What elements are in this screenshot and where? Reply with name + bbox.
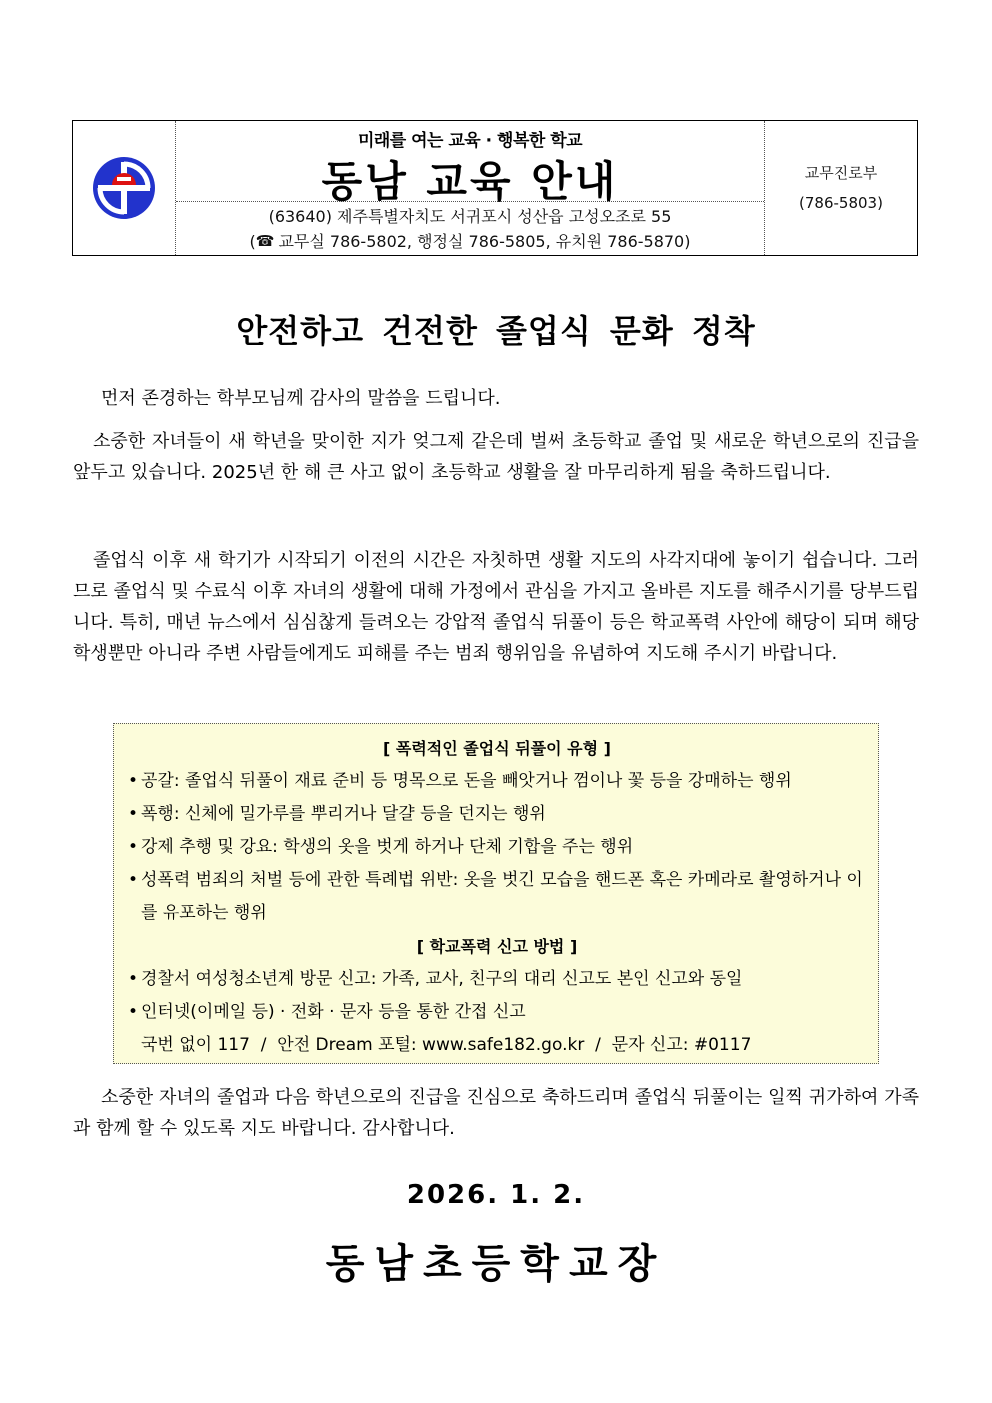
department-phone: (786-5803) — [799, 194, 883, 212]
logo-cell — [73, 121, 176, 255]
document-title: 안전하고 건전한 졸업식 문화 정착 — [236, 312, 756, 350]
bullet: • — [128, 969, 139, 989]
list-item-text: 공갈: 졸업식 뒤풀이 재료 준비 등 명목으로 돈을 빼앗거나 껌이나 꽃 등을 강매하는 행위 — [141, 771, 792, 791]
school-address: (63640) 제주특별자치도 서귀포시 성산읍 고성오조로 55 — [268, 206, 672, 226]
list-item — [128, 798, 866, 831]
list-item — [128, 765, 866, 798]
paragraph-congratulation: 소중한 자녀들이 새 학년을 맞이한 지가 엊그제 같은데 벌써 초등학교 졸업 및 새로운 학년으로의 진급을 앞두고 있습니다. 2025년 한 해 큰 사고 없이 초등학교 생활을 잘 마무리하게 됨을 축하드립니다. — [73, 431, 919, 483]
phone-row — [250, 229, 691, 254]
list-item-text: 인터넷(이메일 등) · 전화 · 문자 등을 통한 간접 신고 — [141, 1002, 526, 1022]
telephone-icon: ☎ — [255, 231, 275, 250]
bullet: • — [128, 804, 139, 824]
bullet: • — [128, 1002, 139, 1022]
principal-signature: 동남초등학교장 — [325, 1241, 667, 1287]
list-item — [128, 864, 866, 930]
newsletter-title: 동남 교육 안내 — [321, 157, 619, 206]
bullet: • — [128, 870, 139, 890]
paragraph-guidance: 졸업식 이후 새 학기가 시작되기 이전의 시간은 자칫하면 생활 지도의 사각지대에 놓이기 쉽습니다. 그러므로 졸업식 및 수료식 이후 자녀의 생활에 대해 가정에서 관심을 가지고 올바른 지도를 해주시기를 당부드립니다. 특히, 매년 뉴스에서 심심찮게 들려오는 강압적 졸업식 뒤풀이 등은 학교폭력 사안에 해당이 되며 해당 학생뿐만 아니라 주변 사람들에게도 피해를 주는 범죄 행위임을 유념하여 지도해 주시기 바랍니다. — [73, 550, 919, 664]
info-box — [113, 723, 879, 1064]
school-slogan: 미래를 여는 교육 · 행복한 학교 — [357, 131, 583, 151]
box-heading-report: [ 학교폭력 신고 방법 ] — [416, 937, 578, 956]
bullet: • — [128, 837, 139, 857]
list-item-text: 경찰서 여성청소년계 방문 신고: 가족, 교사, 친구의 대리 신고도 본인 신고와 동일 — [141, 969, 743, 989]
list-item — [128, 831, 866, 864]
list-item — [128, 996, 866, 1029]
list-item-text: 강제 추행 및 강요: 학생의 옷을 벗게 하거나 단체 기합을 주는 행위 — [141, 837, 634, 857]
contact-area — [176, 202, 764, 255]
list-item — [128, 963, 866, 996]
department-name: 교무진로부 — [804, 164, 878, 182]
paragraph-greeting: 먼저 존경하는 학부모님께 감사의 말씀을 드립니다. — [101, 388, 501, 409]
document-date: 2026. 1. 2. — [406, 1180, 586, 1210]
list-item-text: 폭행: 신체에 밀가루를 뿌리거나 달걀 등을 던지는 행위 — [141, 804, 546, 824]
letterhead — [72, 120, 918, 256]
bullet: • — [128, 771, 139, 791]
header-title-area — [176, 121, 764, 206]
report-contacts: 국번 없이 117 / 안전 Dream 포털: www.safe182.go.kr / 문자 신고: #0117 — [141, 1035, 752, 1055]
phone-numbers: 교무실 786-5802, 행정실 786-5805, 유치원 786-5870) — [278, 231, 691, 251]
paragraph-closing: 소중한 자녀의 졸업과 다음 학년으로의 진급을 진심으로 축하드리며 졸업식 뒤풀이는 일찍 귀가하여 가족과 함께 할 수 있도록 지도 바랍니다. 감사합니다. — [73, 1087, 919, 1139]
list-item-text: 성폭력 범죄의 처벌 등에 관한 특례법 위반: 옷을 벗긴 모습을 핸드폰 혹은 카메라로 촬영하거나 이를 유포하는 행위 — [141, 870, 863, 923]
box-heading-types: [ 폭력적인 졸업식 뒤풀이 유형 ] — [383, 739, 611, 758]
header-center — [176, 121, 764, 255]
department-cell — [764, 121, 917, 255]
phone-prefix: ( — [249, 231, 256, 251]
school-emblem-icon — [91, 155, 157, 221]
